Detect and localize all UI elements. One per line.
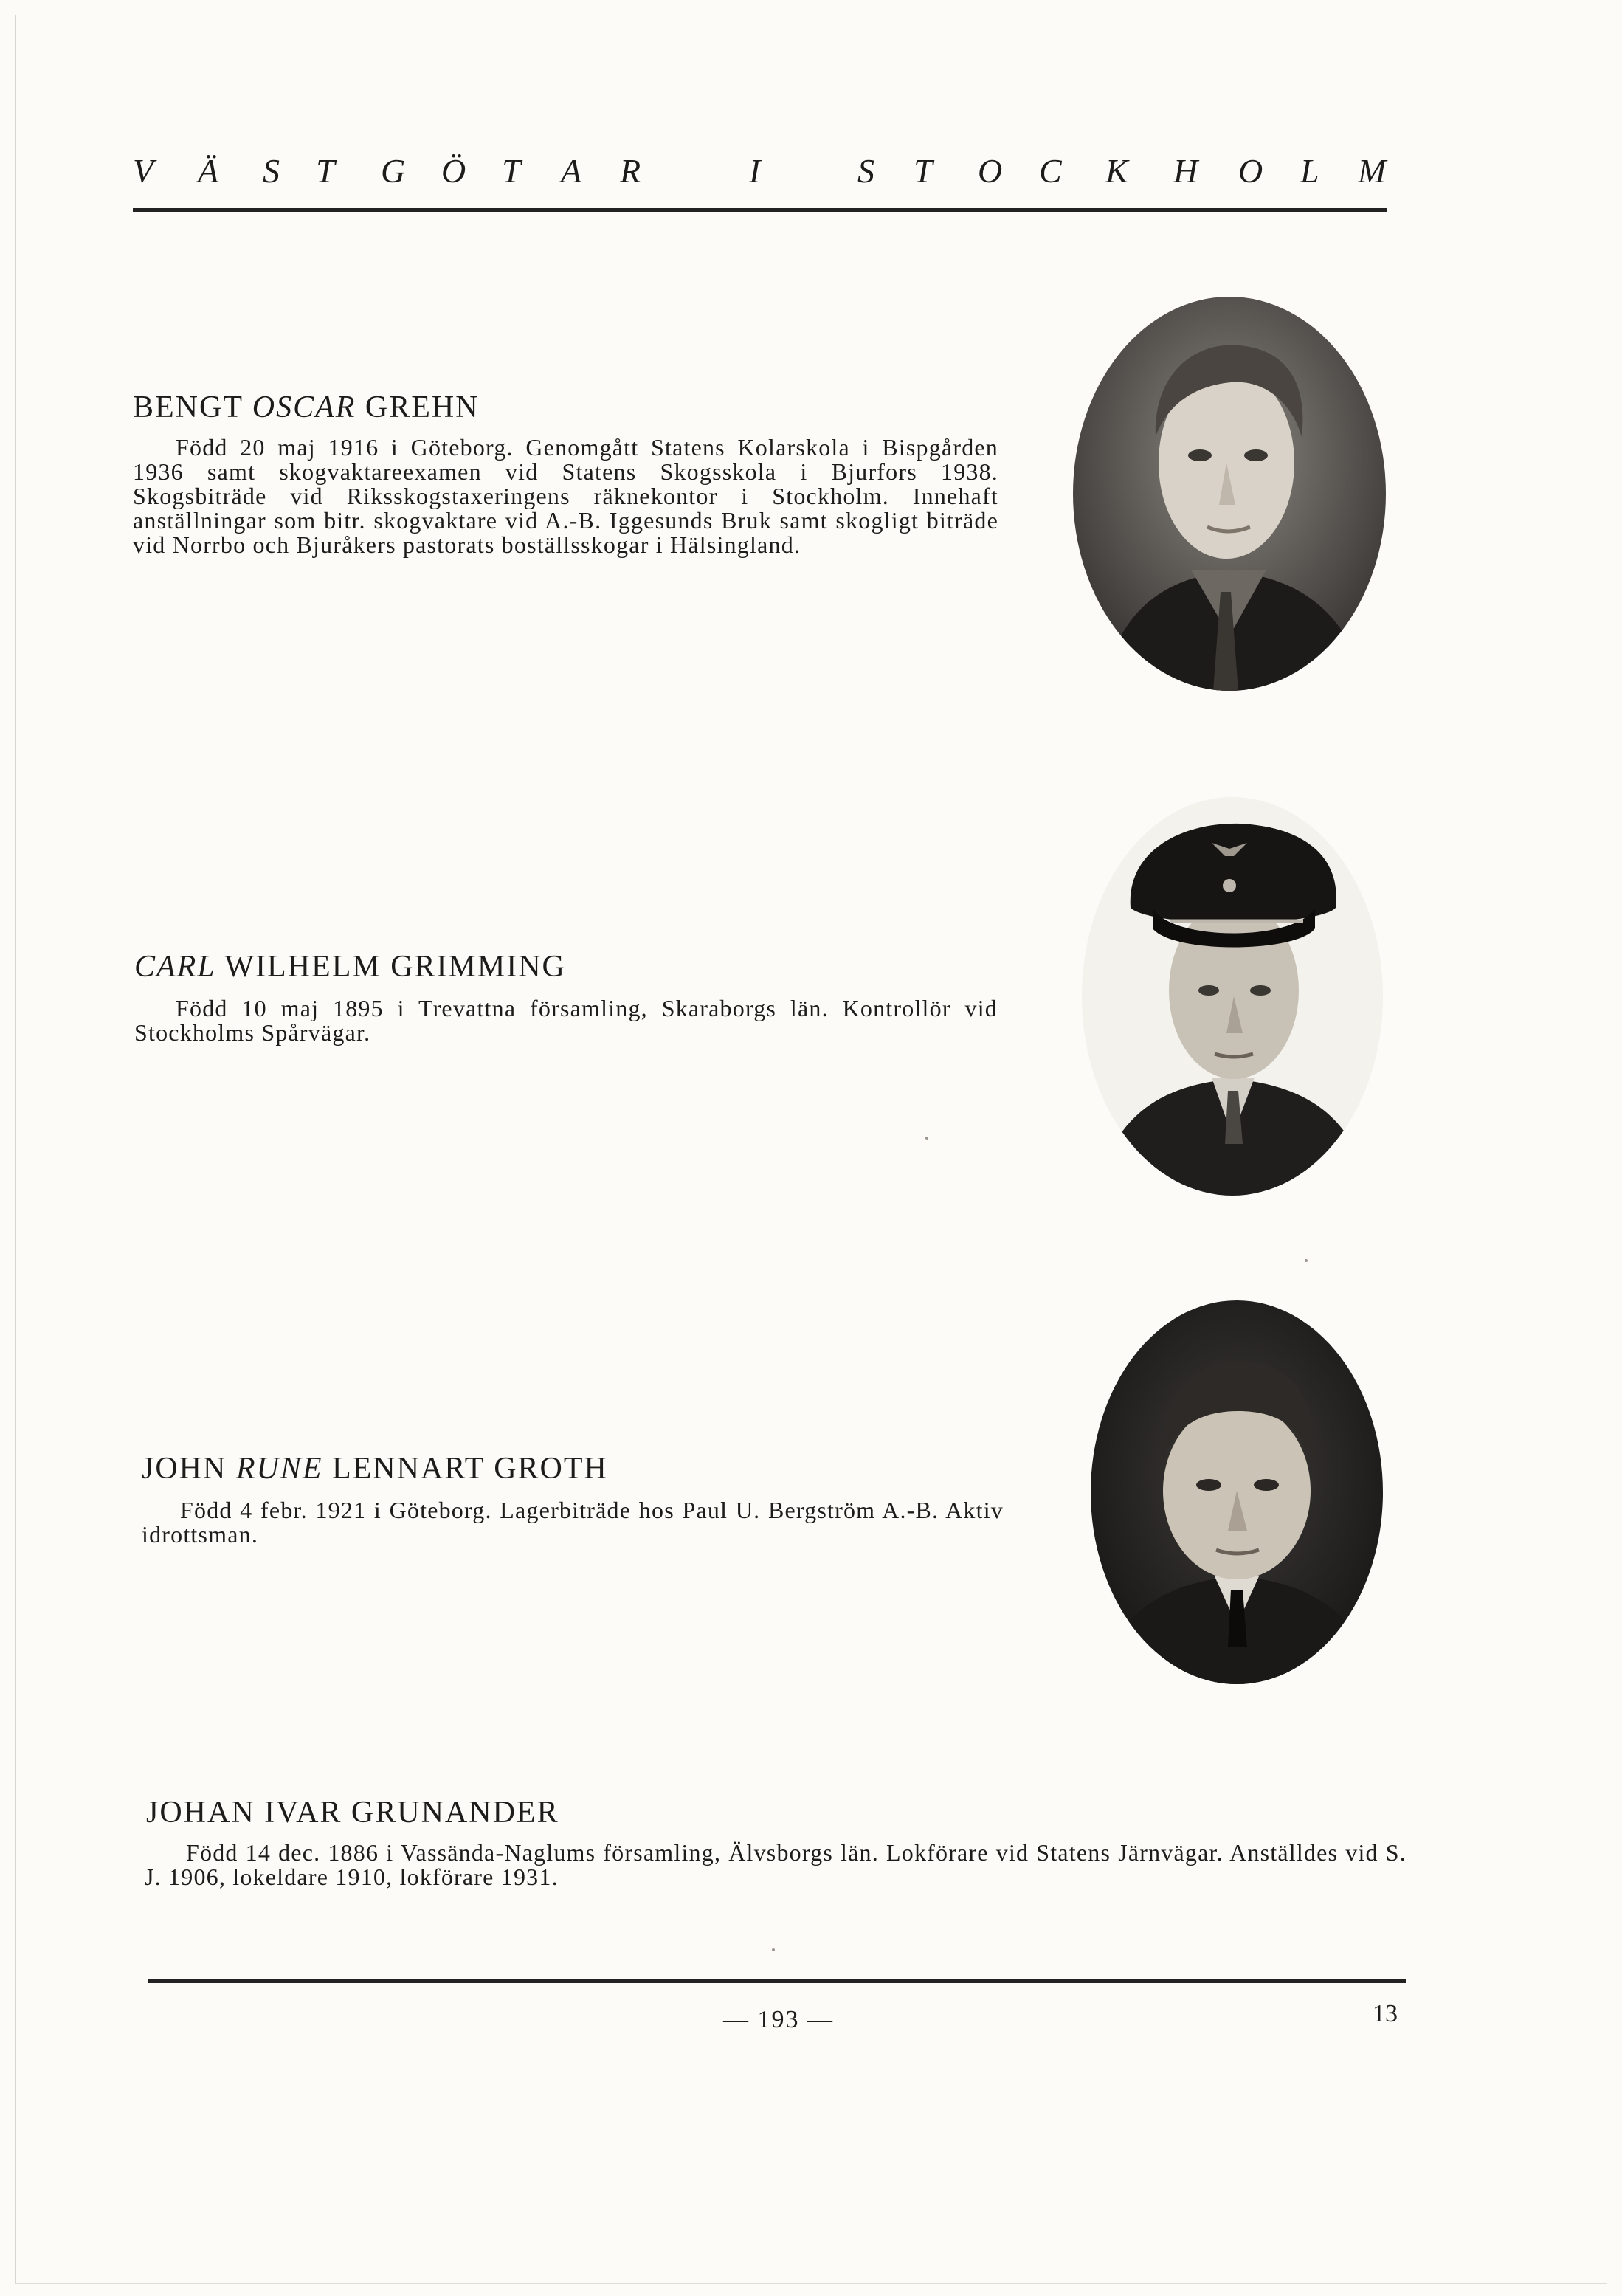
running-head-letter: H [1173,152,1200,190]
running-head-letter: T [316,152,337,190]
header-rule [133,208,1387,212]
entry-name: JOHN RUNE LENNART GROTH [142,1452,608,1486]
running-head-letter: O [978,152,1004,190]
entry-bio: Född 20 maj 1916 i Göteborg. Genomgått Statens Kolarskola i Bispgården 1936 samt skogvaktareexamen vid Statens Skogsskola i Bjurfors 1938. Skogsbiträde vid Riksskogstaxeringens räknekontor i Stockholm. Innehaft anställningar som bitr. skogvaktare vid A.-B. Iggesunds Bruk samt skogligt biträde vid Norrbo och Bjuråkers pastorats boställsskogar i Hälsingland. [133,434,998,558]
entry-bio: Född 14 dec. 1886 i Vassända-Naglums församling, Älvsborgs län. Lokförare vid Statens Järnvägar. Anställdes vid S. J. 1906, lokeldare 1910, lokförare 1931. [145,1839,1407,1890]
entry-name: JOHAN IVAR GRUNANDER [146,1796,559,1830]
entry-bio: Född 10 maj 1895 i Trevattna församling, Skaraborgs län. Kontrollör vid Stockholms Spårvägar. [134,995,998,1046]
entry-bio: Född 4 febr. 1921 i Göteborg. Lagerbiträde hos Paul U. Bergström A.-B. Aktiv idrottsman. [142,1497,1004,1548]
running-head-letter: Ä [198,152,221,190]
paper-speck [925,1137,928,1140]
running-head-letter: R [620,152,643,190]
running-head-letter: C [1039,152,1063,190]
running-head-letter: G [381,152,407,190]
running-head-letter: T [502,152,522,190]
paper-speck [1305,1259,1308,1262]
page-number: — 193 — [723,2006,834,2033]
portrait-photo [1073,297,1386,691]
running-head-letter: A [561,152,584,190]
page-edge [15,15,1607,2284]
running-head-letter: M [1358,152,1388,190]
running-head-letter: K [1105,152,1130,190]
footer-rule [148,1979,1406,1983]
entry-name: CARL WILHELM GRIMMING [134,950,566,984]
running-head-letter: L [1300,152,1321,190]
running-head-letter: O [1238,152,1265,190]
paper-speck [772,1948,775,1951]
running-head-letter: V [133,152,156,190]
running-head-letter: T [914,152,934,190]
running-head-letter: S [263,152,281,190]
sheet-number: 13 [1373,2000,1398,2027]
portrait-photo [1091,1300,1383,1684]
running-head-letter: S [857,152,876,190]
portrait-photo [1082,797,1383,1196]
running-head-letter: I [749,152,762,190]
entry-name: BENGT OSCAR GREHN [133,390,480,424]
running-head [133,151,1387,210]
running-head-letter: Ö [441,152,468,190]
